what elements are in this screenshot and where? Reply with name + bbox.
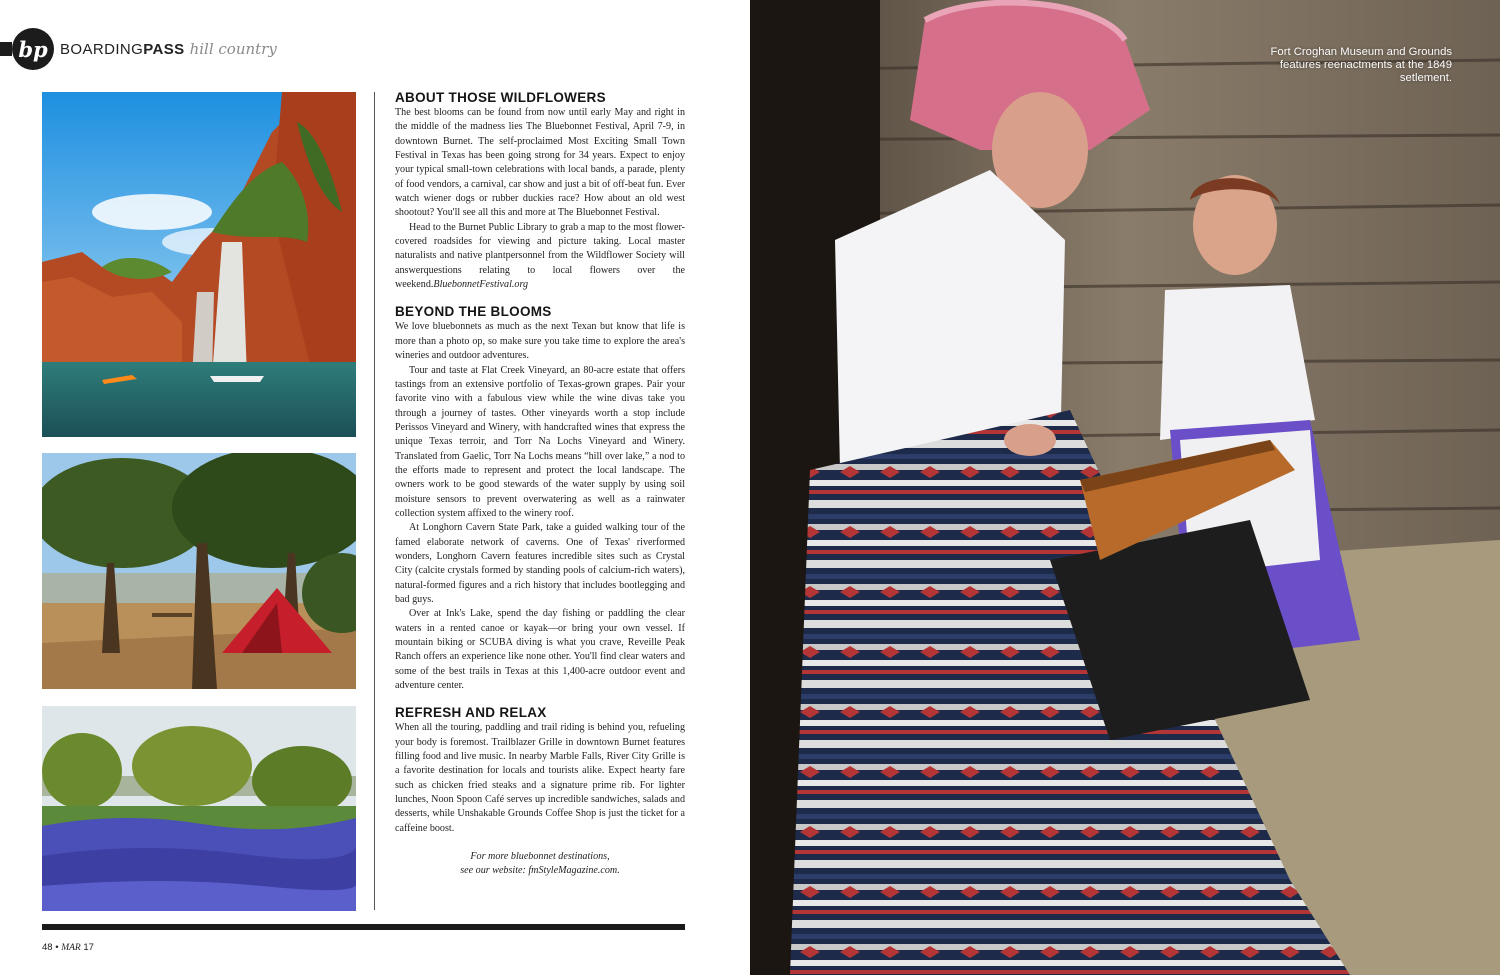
issue-year: 17: [83, 942, 94, 953]
paragraph: When all the touring, paddling and trail riding is behind you, refueling your body is foremost. Trailblazer Grille in downtown Burnet features filling food and live music. In nearby Marble Falls, River City Grille is a favorite destination for locals and tourists alike. Expect hearty fare such as chicken fried steaks and a signature prime rib. For lighter lunches, Noon Spoon Café serves up incredible sandwiches, salads and desserts, while Unshakable Grounds Coffee Shop is just the ticket for a caffeine boost.: [395, 722, 685, 834]
section-heading-beyond-blooms: BEYOND THE BLOOMS: [395, 304, 552, 320]
paragraph: We love bluebonnets as much as the next Texan but know that life is more than a photo op, so make sure you take time to explore the area's wineries and outdoor adventures.: [395, 321, 685, 362]
closing-line-1: For more bluebonnet destinations,: [470, 851, 610, 863]
closing-note: [395, 850, 685, 877]
paragraph-text: Head to the Burnet Public Library to grab a map to the most flower-covered roadsides for viewing and picture taking. Local master naturalists and native plantpersonnel from the Wildflower Society will answerquestions relating to local flowers over the weekend.: [395, 221, 685, 291]
paragraph: Over at Ink's Lake, spend the day fishing or paddling the clear waters in a rented canoe or kayak—or bring your own vessel. If mountain biking or SCUBA diving is what you crave, Reveille Peak Ranch offers an experience like none other. You'll find clear waters and some of the best trails in Texas at this 1,400-acre outdoor event and adventure center.: [395, 608, 685, 692]
waterfall-photo: [42, 92, 356, 437]
photo-caption: Fort Croghan Museum and Grounds features reenactments at the 1849 setlement.: [1270, 46, 1452, 84]
closing-line-2[interactable]: see our website: fmStyleMagazine.com.: [460, 864, 620, 876]
article: [395, 90, 685, 877]
brand-name-light: BOARDING: [60, 40, 144, 58]
paragraph: The best blooms can be found from now until early May and right in the middle of the madness lies The Bluebonnet Festival, April 7-9, in downtown Burnet. The self-proclaimed Most Exciting Small Town Festival in Texas has been going strong for 34 years. Expect to enjoy your typical small-town celebrations with local bands, a parade, plenty of food vendors, a carnival, car show and just a bit of off-beat fun. Ever watch wiener dogs or rubber duckies race? How about an old west shootout? You'll see all this and more at The Bluebonnet Festival.: [395, 107, 685, 219]
issue-month: MAR: [61, 943, 81, 953]
masthead: [12, 28, 277, 70]
bottom-rule: [42, 924, 685, 930]
bp-logo: bp: [12, 28, 54, 70]
paragraph: Tour and taste at Flat Creek Vineyard, an 80-acre estate that offers tastings from an extensive portfolio of Texas-grown grapes. Pair your favorite vino with a fabulous view while the wine divas take you through a journey of tastes. Other vineyards worth a stop include Perissos Vineyard and Winery, with handcrafted wines that express the unique Texas terroir, and Torr Na Lochs Vineyard and Winery. Translated from Gaelic, Torr Na Lochs means “hill over lake,” a nod to the efforts made to represent and protect the local landscape. The owners work to be good stewards of the water supply by using soil moisture sensors to prevent overwatering as well as a rainwater collection system affixed to the winery roof.: [395, 364, 685, 519]
festival-link[interactable]: BluebonnetFestival.org: [433, 279, 529, 291]
section-heading-wildflowers: ABOUT THOSE WILDFLOWERS: [395, 90, 606, 105]
section-heading-refresh-relax: REFRESH AND RELAX: [395, 705, 547, 721]
brand-name: [60, 41, 185, 58]
paragraph: At Longhorn Cavern State Park, take a guided walking tour of the famed elaborate network of caverns. One of Texas' riverformed wonders, Longhorn Cavern features incredible sites such as Crystal City (calcite crystals formed by standing pools of calcium-rich waters), natural-formed figures and a rich history that includes bootlegging and bad guys.: [395, 522, 685, 605]
column-rule: [374, 92, 375, 910]
campsite-photo: [42, 453, 356, 689]
reenactment-photo: [750, 0, 1500, 975]
bluebonnet-field-photo: [42, 706, 356, 911]
paragraph: [395, 221, 685, 293]
page-number: 48: [42, 942, 53, 953]
page-folio: [42, 942, 94, 953]
folio-separator: •: [55, 942, 59, 953]
brand-name-bold: PASS: [143, 40, 185, 58]
right-page-photo: [750, 0, 1500, 975]
section-name: hill country: [189, 40, 277, 58]
